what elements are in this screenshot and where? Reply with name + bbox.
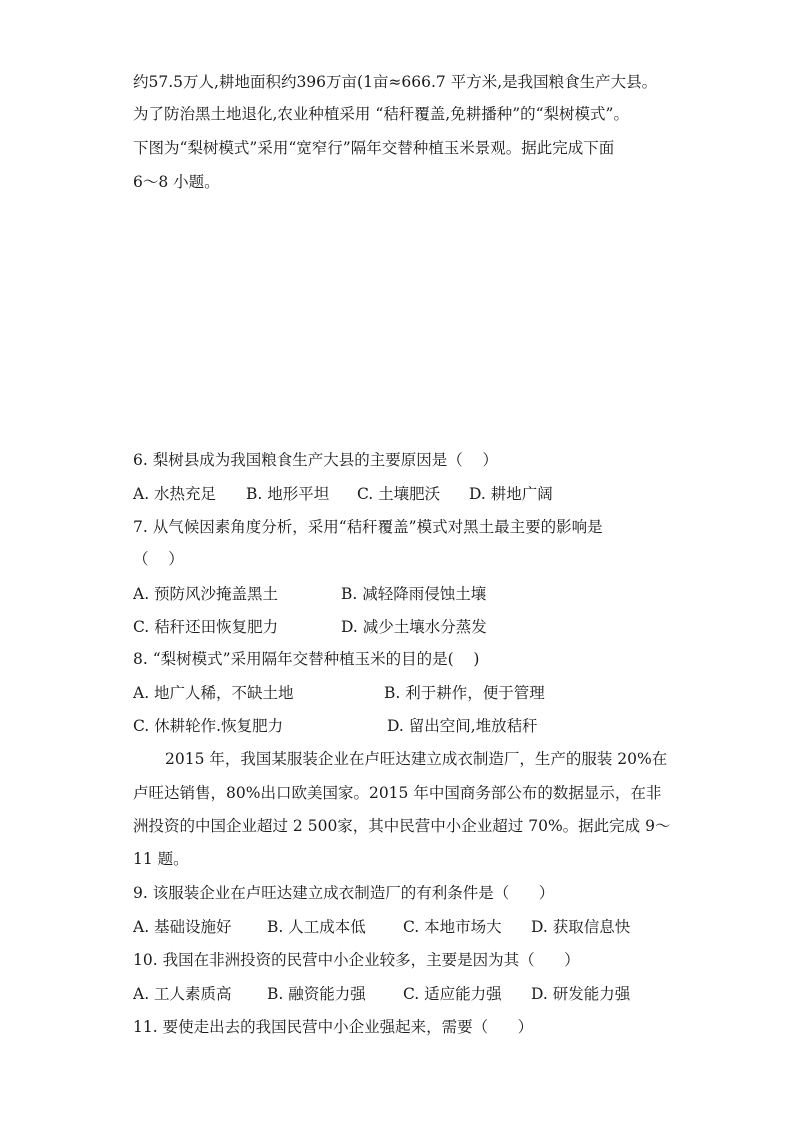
q10-option-d: D. 研发能力强 bbox=[531, 985, 631, 1003]
q9-option-c: C. 本地市场大 bbox=[403, 918, 502, 936]
q6-option-c: C. 土壤肥沃 bbox=[357, 485, 441, 503]
q10-stem: 10. 我国在非洲投资的民营中小企业较多，主要是因为其（ ） bbox=[133, 951, 580, 969]
q9-stem: 9. 该服装企业在卢旺达建立成衣制造厂的有利条件是（ ） bbox=[133, 884, 555, 902]
q9-option-d: D. 获取信息快 bbox=[531, 918, 631, 936]
q7-stem-cont: （ ） bbox=[133, 550, 184, 568]
figure-placeholder bbox=[133, 205, 663, 425]
intro-line-4: 6～8 小题。 bbox=[133, 173, 220, 191]
intro-line-1: 约57.5万人,耕地面积约396万亩(1亩≈666.7 平方米,是我国粮食生产大县。 bbox=[133, 73, 658, 91]
q7-option-a: A. 预防风沙掩盖黑土 bbox=[133, 585, 279, 603]
q6-option-a: A. 水热充足 bbox=[133, 485, 217, 503]
q8-option-b: B. 利于耕作，便于管理 bbox=[384, 684, 545, 702]
q6-option-d: D. 耕地广阔 bbox=[469, 485, 553, 503]
q8-option-c: C. 休耕轮作.恢复肥力 bbox=[133, 717, 284, 735]
q8-option-d: D. 留出空间,堆放秸秆 bbox=[387, 717, 538, 735]
q10-option-a: A. 工人素质高 bbox=[133, 985, 232, 1003]
intro-line-2: 为了防治黑土地退化,农业种植采用 “秸秆覆盖,免耕播种”的“梨树模式”。 bbox=[133, 105, 629, 123]
intro-line-3: 下图为“梨树模式”采用“宽窄行”隔年交替种植玉米景观。据此完成下面 bbox=[133, 139, 615, 157]
q9-option-b: B. 人工成本低 bbox=[267, 918, 366, 936]
passage2-line-4: 11 题。 bbox=[133, 850, 189, 868]
q10-option-c: C. 适应能力强 bbox=[403, 985, 502, 1003]
passage2-line-3: 洲投资的中国企业超过 2 500家，其中民营中小企业超过 70%。据此完成 9～ bbox=[133, 817, 671, 835]
q7-option-d: D. 减少土壤水分蒸发 bbox=[341, 618, 487, 636]
q11-stem: 11. 要使走出去的我国民营中小企业强起来，需要（ ） bbox=[133, 1018, 534, 1036]
q10-option-b: B. 融资能力强 bbox=[267, 985, 366, 1003]
q9-option-a: A. 基础设施好 bbox=[133, 918, 232, 936]
passage2-line-1: 2015 年，我国某服装企业在卢旺达建立成衣制造厂，生产的服装 20%在 bbox=[165, 750, 668, 768]
q7-stem: 7. 从气候因素角度分析，采用“秸秆覆盖”模式对黑土最主要的影响是 bbox=[133, 518, 603, 536]
q6-stem: 6. 梨树县成为我国粮食生产大县的主要原因是（ ） bbox=[133, 451, 498, 469]
q7-option-b: B. 减轻降雨侵蚀土壤 bbox=[341, 585, 487, 603]
passage2-line-2: 卢旺达销售，80%出口欧美国家。2015 年中国商务部公布的数据显示，在非 bbox=[133, 784, 662, 802]
q8-stem: 8. “梨树模式”采用隔年交替种植玉米的目的是( ) bbox=[133, 650, 480, 668]
q7-option-c: C. 秸秆还田恢复肥力 bbox=[133, 618, 279, 636]
q8-option-a: A. 地广人稀，不缺土地 bbox=[133, 684, 294, 702]
q6-option-b: B. 地形平坦 bbox=[246, 485, 330, 503]
